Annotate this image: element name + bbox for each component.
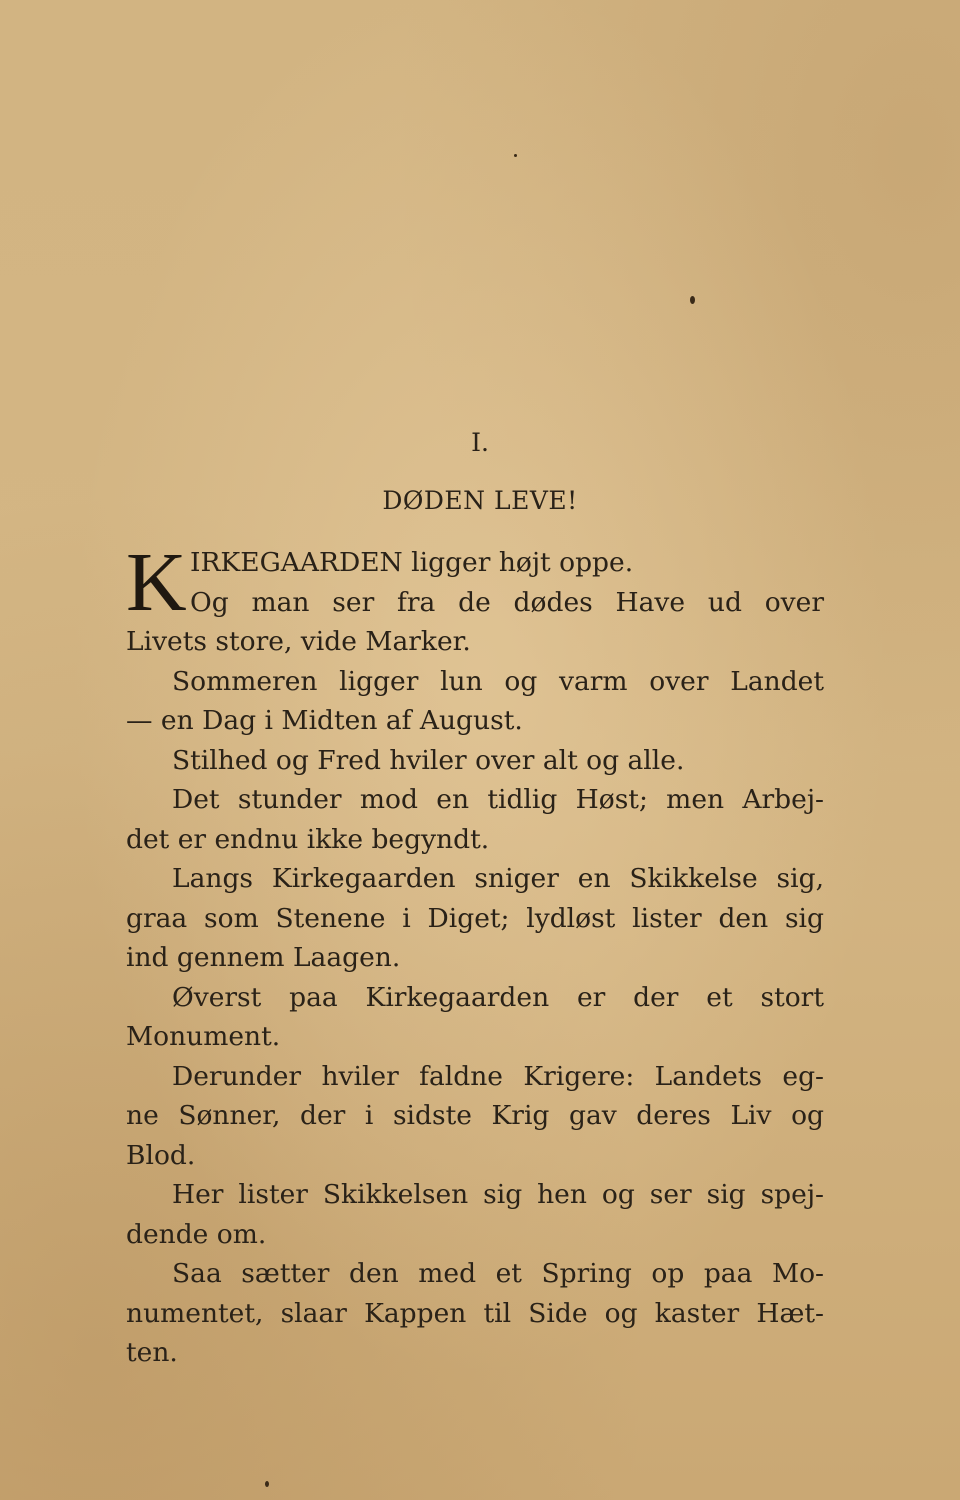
paper-speck [514, 154, 517, 157]
text-line: Derunder hviler faldne Krigere: Landets eg- [172, 1060, 824, 1092]
text-line: det er endnu ikke begyndt. [126, 823, 490, 855]
text-line: Øverst paa Kirkegaarden er der et stort [172, 981, 824, 1013]
text-line: dende om. [126, 1218, 267, 1250]
text-line: Langs Kirkegaarden sniger en Skikkelse sig, [172, 863, 824, 894]
paper-speck [265, 1481, 269, 1487]
paper-speck [690, 296, 695, 304]
chapter-number: I. [471, 428, 489, 457]
text-line: IRKEGAARDEN ligger højt oppe. [190, 547, 634, 578]
text-line: Sommeren ligger lun og varm over Landet [172, 665, 824, 697]
drop-cap: K [126, 536, 187, 629]
body-text [126, 536, 824, 1373]
text-line: ne Sønner, der i sidste Krig gav deres Liv og [126, 1100, 824, 1131]
text-line: Det stunder mod en tidlig Høst; men Arbej- [172, 784, 824, 815]
text-line: Monument. [126, 1021, 281, 1052]
text-line: Blod. [126, 1139, 196, 1171]
chapter-title: DØDEN LEVE! [382, 486, 578, 515]
text-line: Og man ser fra de dødes Have ud over [190, 586, 824, 618]
text-line: ten. [126, 1337, 178, 1368]
text-line: — en Dag i Midten af August. [126, 705, 523, 736]
text-line: Livets store, vide Marker. [126, 626, 471, 657]
text-line: ind gennem Laagen. [126, 942, 401, 973]
text-line: numentet, slaar Kappen til Side og kaster Hæt- [126, 1297, 824, 1329]
text-line: Stilhed og Fred hviler over alt og alle. [172, 744, 685, 776]
text-line: Her lister Skikkelsen sig hen og ser sig spej- [172, 1179, 824, 1210]
text-line: Saa sætter den med et Spring op paa Mo- [172, 1258, 824, 1289]
text-line: graa som Stenene i Diget; lydløst lister den sig [126, 902, 824, 934]
